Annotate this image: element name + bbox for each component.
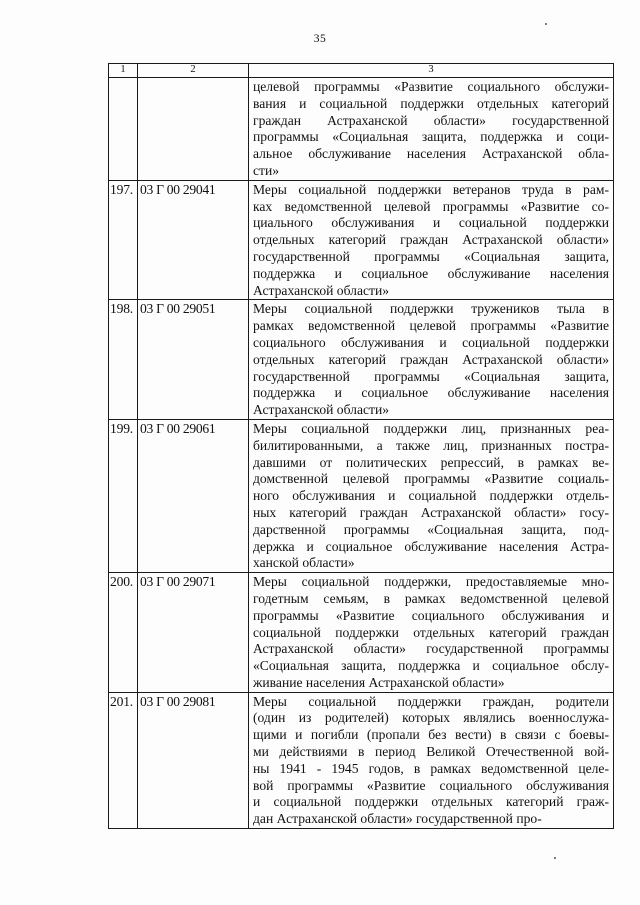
description-line: социальной поддержки отдельных категорий граждан (253, 624, 609, 640)
description-line: Астраханской области» государственной программы (253, 641, 609, 657)
description-line: ханской области» (253, 555, 355, 571)
row-code: 03 Г 00 29051 (138, 300, 249, 420)
description-line: Меры социальной поддержки ветеранов труда в рам- (253, 181, 609, 197)
description-line: отдельных категорий граждан Астраханской области» (253, 351, 609, 367)
row-description (249, 419, 614, 572)
description-line: государственной программы «Социальная защита, (253, 248, 609, 264)
description-line: щими и погибли (пропали без вести) в связи с боевы- (253, 727, 609, 743)
description-line: билитированными, а также лиц, признанных постра- (253, 437, 609, 453)
page-number: 35 (313, 33, 327, 45)
header-col-2: 2 (138, 64, 249, 78)
table-row (109, 692, 614, 828)
row-code: 03 Г 00 29041 (138, 180, 249, 300)
header-col-3: 3 (249, 64, 614, 78)
row-description (249, 573, 614, 693)
description-line: вой программы «Развитие социального обслуживания (253, 777, 609, 793)
description-line: циального обслуживания и социальной поддержки (253, 215, 609, 231)
description-line: социального обслуживания и социальной поддержки (253, 334, 609, 350)
row-number: 197. (109, 180, 138, 300)
description-line: ных категорий граждан Астраханской области» госу- (253, 504, 609, 520)
row-description (249, 180, 614, 300)
description-line: программы «Социальная защита, поддержка и соци- (253, 129, 609, 145)
row-code-empty (138, 78, 249, 181)
description-line: программы «Развитие социального обслуживания и (253, 607, 609, 623)
description-line: сти» (253, 162, 280, 178)
table-header-row (109, 64, 614, 78)
row-code: 03 Г 00 29071 (138, 573, 249, 693)
scan-speck (545, 23, 547, 25)
row-number: 199. (109, 419, 138, 572)
description-line: целевой программы «Развитие социального обслужи- (253, 79, 609, 94)
description-line: ках ведомственной целевой программы «Развитие со- (253, 198, 609, 214)
scan-speck (554, 857, 556, 859)
row-code: 03 Г 00 29061 (138, 419, 249, 572)
budget-classification-table (108, 63, 614, 829)
description-line: «Социальная защита, поддержка и социальное обслу- (253, 658, 609, 674)
description-line: рамках ведомственной целевой программы «Развитие (253, 318, 609, 334)
description-line: давшими от политических репрессий, в рамках ве- (253, 454, 609, 470)
row-number: 198. (109, 300, 138, 420)
table-row-continuation (109, 78, 614, 181)
description-line: дарственной программы «Социальная защита, под- (253, 521, 609, 537)
description-line: домственной целевой программы «Развитие социаль- (253, 471, 609, 487)
description-line: государственной программы «Социальная защита, (253, 368, 609, 384)
table-row (109, 573, 614, 693)
description-line: вания и социальной поддержки отдельных категорий (253, 95, 609, 111)
description-line: живание населения Астраханской области» (253, 674, 505, 690)
description-line: альное обслуживание населения Астраханской обла- (253, 146, 609, 162)
description-line: Астраханской области» (253, 402, 390, 418)
row-number: 200. (109, 573, 138, 693)
description-line: ного обслуживания и социальной поддержки отдель- (253, 488, 609, 504)
description-line: поддержка и социальное обслуживание населения (253, 385, 609, 401)
row-description (249, 692, 614, 828)
table-row (109, 300, 614, 420)
table-row (109, 180, 614, 300)
description-line: Астраханской области» (253, 282, 390, 298)
description-line: Меры социальной поддержки граждан, родители (253, 693, 609, 709)
row-number: 201. (109, 692, 138, 828)
description-line: ми действиями в период Великой Отечественной вой- (253, 744, 609, 760)
row-code: 03 Г 00 29081 (138, 692, 249, 828)
description-line: граждан Астраханской области» государственной (253, 112, 609, 128)
row-description (249, 300, 614, 420)
description-line: и социальной поддержки отдельных категорий граж- (253, 794, 609, 810)
row-description (249, 78, 614, 181)
description-line: Меры социальной поддержки, предоставляемые мно- (253, 574, 609, 590)
description-line: поддержка и социальное обслуживание населения (253, 265, 609, 281)
description-line: Меры социальной поддержки тружеников тыла в (253, 301, 609, 317)
description-line: ны 1941 - 1945 годов, в рамках ведомственной целе- (253, 760, 609, 776)
description-line: отдельных категорий граждан Астраханской области» (253, 232, 609, 248)
description-line: годетным семьям, в рамках ведомственной целевой (253, 590, 609, 606)
table-row (109, 419, 614, 572)
description-line: дан Астраханской области» государственной про- (253, 811, 542, 827)
description-line: Меры социальной поддержки лиц, признанных реа- (253, 420, 609, 436)
description-line: (один из родителей) которых являлись военнослужа- (253, 710, 609, 726)
row-number-empty (109, 78, 138, 181)
header-col-1: 1 (109, 64, 138, 78)
description-line: держка и социальное обслуживание населения Астра- (253, 538, 609, 554)
